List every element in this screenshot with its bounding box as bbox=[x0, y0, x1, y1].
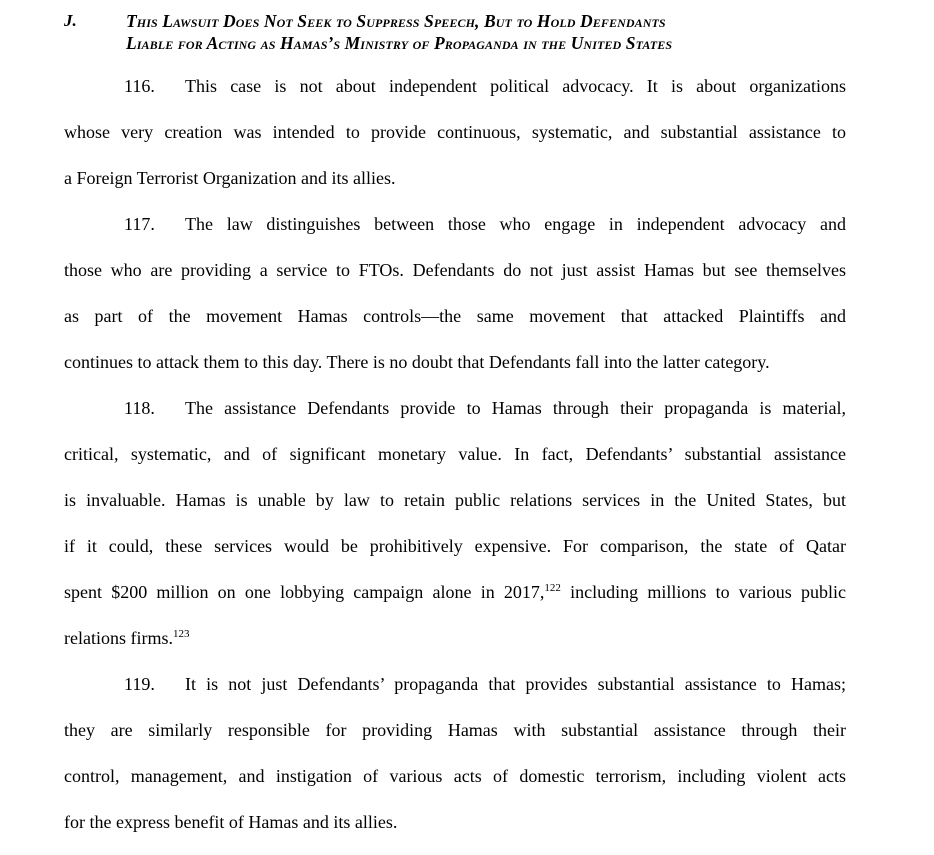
paragraph-line: continues to attack them to this day. There is no doubt that Defendants fall into the latter category. bbox=[64, 352, 770, 372]
footnote-ref-123[interactable]: 123 bbox=[172, 628, 190, 640]
paragraph-number: 117. bbox=[124, 214, 155, 234]
paragraph-line bbox=[64, 661, 846, 707]
paragraph-text: The assistance Defendants provide to Hamas through their propaganda is material, bbox=[185, 398, 846, 418]
paragraph-line: if it could, these services would be prohibitively expensive. For comparison, the state of Qatar bbox=[64, 536, 846, 556]
section-title bbox=[126, 10, 856, 54]
section-title-line-1: This Lawsuit Does Not Seek to Suppress Speech, But to Hold Defendants bbox=[126, 11, 666, 31]
section-letter: J. bbox=[64, 11, 77, 30]
paragraph-line bbox=[64, 569, 846, 615]
paragraph-line bbox=[64, 615, 846, 661]
section-title-line-2: Liable for Acting as Hamas’s Ministry of Propaganda in the United States bbox=[126, 33, 673, 53]
paragraph-line bbox=[64, 63, 846, 109]
paragraph-line: as part of the movement Hamas controls—the same movement that attacked Plaintiffs and bbox=[64, 306, 846, 326]
paragraph-number: 116. bbox=[124, 76, 155, 96]
paragraph-text: The law distinguishes between those who engage in independent advocacy and bbox=[185, 214, 846, 234]
paragraph-line: they are similarly responsible for providing Hamas with substantial assistance through their bbox=[64, 720, 846, 740]
paragraph-text: This case is not about independent political advocacy. It is about organizations bbox=[185, 76, 846, 96]
paragraph-118 bbox=[64, 385, 846, 661]
paragraph-line: control, management, and instigation of various acts of domestic terrorism, including violent acts bbox=[64, 766, 846, 786]
paragraph-line: a Foreign Terrorist Organization and its allies. bbox=[64, 168, 396, 188]
paragraph-number: 118. bbox=[124, 398, 155, 418]
paragraph-116 bbox=[64, 63, 846, 201]
paragraph-text: spent $200 million on one lobbying campaign alone in 2017, bbox=[64, 582, 545, 602]
footnote-ref-122[interactable]: 122 bbox=[544, 582, 561, 594]
paragraph-number: 119. bbox=[124, 674, 155, 694]
paragraph-text: It is not just Defendants’ propaganda that provides substantial assistance to Hamas; bbox=[185, 674, 846, 694]
paragraph-line: those who are providing a service to FTOs. Defendants do not just assist Hamas but see themselves bbox=[64, 260, 846, 280]
paragraph-line: for the express benefit of Hamas and its allies. bbox=[64, 812, 398, 832]
paragraph-line bbox=[64, 385, 846, 431]
paragraph-line: is invaluable. Hamas is unable by law to retain public relations services in the United States, but bbox=[64, 490, 846, 510]
paragraph-line: critical, systematic, and of significant monetary value. In fact, Defendants’ substantial assistance bbox=[64, 444, 846, 464]
paragraph-text: relations firms. bbox=[64, 628, 173, 648]
paragraph-117 bbox=[64, 201, 846, 385]
paragraph-119 bbox=[64, 661, 846, 845]
paragraph-line bbox=[64, 201, 846, 247]
paragraph-text: including millions to various public bbox=[560, 582, 846, 602]
paragraph-line: whose very creation was intended to provide continuous, systematic, and substantial assistance to bbox=[64, 122, 846, 142]
